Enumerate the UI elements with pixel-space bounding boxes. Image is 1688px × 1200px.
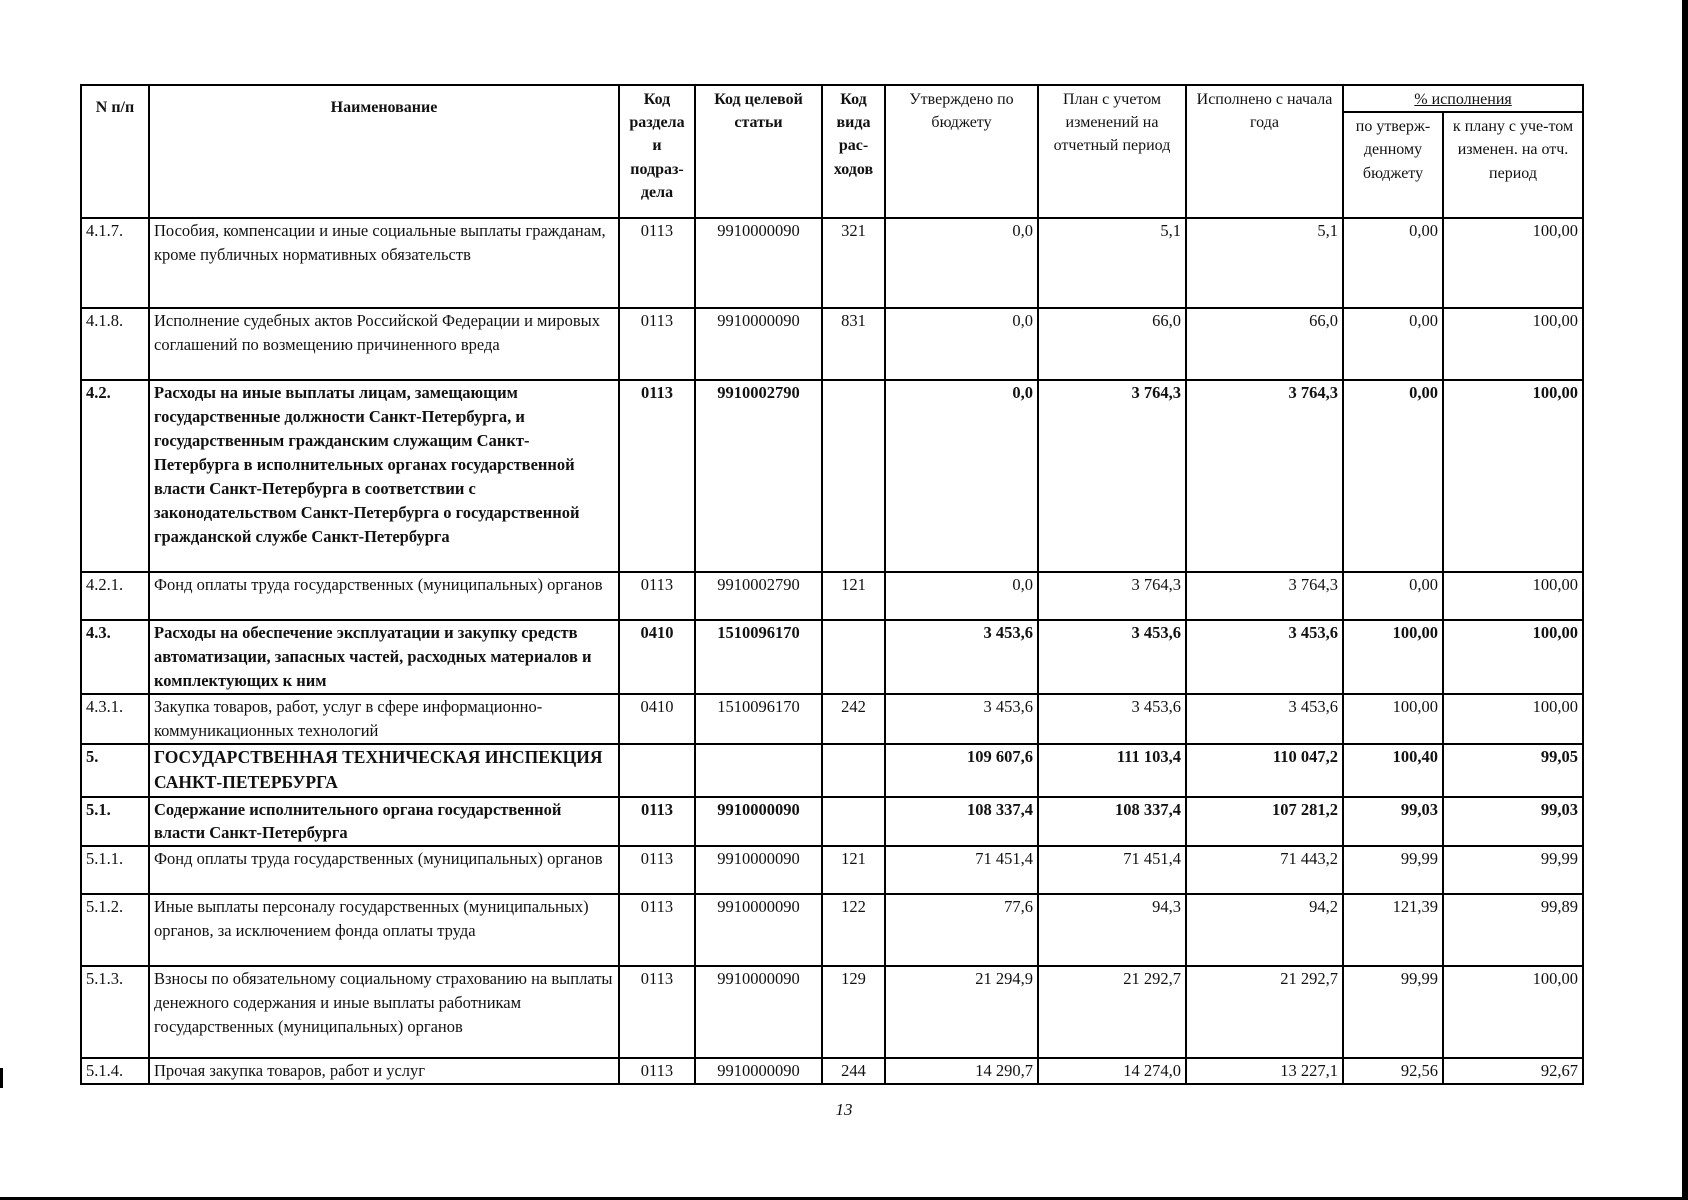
row-utv: 0,0 xyxy=(885,308,1038,380)
row-razdel: 0113 xyxy=(619,894,695,966)
table-row xyxy=(81,308,1583,380)
row-name: Исполнение судебных актов Российской Федерации и мировых соглашений по возмещению причиненного вреда xyxy=(149,308,619,380)
row-utv: 108 337,4 xyxy=(885,797,1038,847)
row-isp: 110 047,2 xyxy=(1186,744,1343,797)
row-statia: 9910000090 xyxy=(695,894,822,966)
row-pct-budget: 0,00 xyxy=(1343,572,1443,620)
row-razdel: 0113 xyxy=(619,966,695,1058)
row-plan: 3 764,3 xyxy=(1038,572,1186,620)
row-isp: 71 443,2 xyxy=(1186,846,1343,894)
row-name: Содержание исполнительного органа государственной власти Санкт-Петербурга xyxy=(149,797,619,847)
table-row xyxy=(81,966,1583,1058)
row-plan: 21 292,7 xyxy=(1038,966,1186,1058)
row-utv: 14 290,7 xyxy=(885,1058,1038,1084)
row-plan: 66,0 xyxy=(1038,308,1186,380)
row-razdel: 0113 xyxy=(619,797,695,847)
row-pct-budget: 0,00 xyxy=(1343,308,1443,380)
row-vid: 121 xyxy=(822,572,885,620)
row-plan: 5,1 xyxy=(1038,218,1186,308)
header-vid: Код вида рас-ходов xyxy=(822,85,885,218)
row-statia: 9910002790 xyxy=(695,572,822,620)
row-num: 5.1.4. xyxy=(81,1058,149,1084)
row-pct-budget: 92,56 xyxy=(1343,1058,1443,1084)
row-statia: 9910002790 xyxy=(695,380,822,572)
row-plan: 108 337,4 xyxy=(1038,797,1186,847)
row-num: 4.1.7. xyxy=(81,218,149,308)
row-plan: 111 103,4 xyxy=(1038,744,1186,797)
row-plan: 3 453,6 xyxy=(1038,694,1186,744)
row-pct-budget: 100,00 xyxy=(1343,620,1443,694)
row-razdel: 0113 xyxy=(619,380,695,572)
row-utv: 3 453,6 xyxy=(885,620,1038,694)
row-utv: 0,0 xyxy=(885,572,1038,620)
row-num: 4.2.1. xyxy=(81,572,149,620)
page-number: 13 xyxy=(835,1100,853,1119)
row-plan: 94,3 xyxy=(1038,894,1186,966)
row-plan: 3 453,6 xyxy=(1038,620,1186,694)
row-pct-plan: 92,67 xyxy=(1443,1058,1583,1084)
row-pct-plan: 99,03 xyxy=(1443,797,1583,847)
header-razdel: Код раздела и подраз-дела xyxy=(619,85,695,218)
row-name: Взносы по обязательному социальному страхованию на выплаты денежного содержания и иные выплаты работникам государственных (муниципальных) органов xyxy=(149,966,619,1058)
header-num: N п/п xyxy=(81,85,149,218)
row-isp: 13 227,1 xyxy=(1186,1058,1343,1084)
row-isp: 94,2 xyxy=(1186,894,1343,966)
row-pct-plan: 100,00 xyxy=(1443,572,1583,620)
table-row xyxy=(81,620,1583,694)
row-razdel: 0410 xyxy=(619,620,695,694)
row-num: 5.1.1. xyxy=(81,846,149,894)
row-isp: 21 292,7 xyxy=(1186,966,1343,1058)
row-statia: 1510096170 xyxy=(695,620,822,694)
row-statia: 9910000090 xyxy=(695,218,822,308)
budget-execution-table xyxy=(80,84,1584,1085)
row-pct-budget: 99,99 xyxy=(1343,846,1443,894)
row-num: 4.3.1. xyxy=(81,694,149,744)
table-row xyxy=(81,894,1583,966)
row-pct-plan: 99,89 xyxy=(1443,894,1583,966)
row-isp: 3 764,3 xyxy=(1186,380,1343,572)
row-utv: 109 607,6 xyxy=(885,744,1038,797)
row-pct-plan: 100,00 xyxy=(1443,620,1583,694)
row-num: 5. xyxy=(81,744,149,797)
row-vid: 242 xyxy=(822,694,885,744)
row-razdel: 0113 xyxy=(619,1058,695,1084)
row-isp: 3 764,3 xyxy=(1186,572,1343,620)
row-vid: 321 xyxy=(822,218,885,308)
row-pct-plan: 100,00 xyxy=(1443,308,1583,380)
row-statia: 9910000090 xyxy=(695,966,822,1058)
row-vid: 831 xyxy=(822,308,885,380)
row-razdel: 0113 xyxy=(619,572,695,620)
row-pct-budget: 0,00 xyxy=(1343,380,1443,572)
row-name: Прочая закупка товаров, работ и услуг xyxy=(149,1058,619,1084)
row-isp: 3 453,6 xyxy=(1186,694,1343,744)
header-pct-plan: к плану с уче-том изменен. на отч. период xyxy=(1443,112,1583,218)
row-isp: 66,0 xyxy=(1186,308,1343,380)
row-name: Иные выплаты персоналу государственных (муниципальных) органов, за исключением фонда оплаты труда xyxy=(149,894,619,966)
header-pct-budget: по утверж-денному бюджету xyxy=(1343,112,1443,218)
table-row xyxy=(81,744,1583,797)
row-num: 4.2. xyxy=(81,380,149,572)
row-razdel: 0410 xyxy=(619,694,695,744)
row-name: ГОСУДАРСТВЕННАЯ ТЕХНИЧЕСКАЯ ИНСПЕКЦИЯ САНКТ-ПЕТЕРБУРГА xyxy=(149,744,619,797)
row-utv: 3 453,6 xyxy=(885,694,1038,744)
row-pct-plan: 99,99 xyxy=(1443,846,1583,894)
header-name: Наименование xyxy=(149,85,619,218)
row-pct-budget: 121,39 xyxy=(1343,894,1443,966)
row-razdel: 0113 xyxy=(619,846,695,894)
header-statia: Код целевой статьи xyxy=(695,85,822,218)
row-utv: 77,6 xyxy=(885,894,1038,966)
row-pct-plan: 100,00 xyxy=(1443,218,1583,308)
row-num: 5.1.2. xyxy=(81,894,149,966)
row-isp: 5,1 xyxy=(1186,218,1343,308)
row-vid xyxy=(822,744,885,797)
scan-edge-right xyxy=(1682,0,1688,1200)
row-num: 4.1.8. xyxy=(81,308,149,380)
table-row xyxy=(81,694,1583,744)
row-utv: 0,0 xyxy=(885,380,1038,572)
row-name: Закупка товаров, работ, услуг в сфере информационно-коммуникационных технологий xyxy=(149,694,619,744)
row-vid xyxy=(822,620,885,694)
row-isp: 107 281,2 xyxy=(1186,797,1343,847)
table-row xyxy=(81,1058,1583,1084)
row-vid: 121 xyxy=(822,846,885,894)
row-name: Фонд оплаты труда государственных (муниципальных) органов xyxy=(149,572,619,620)
scan-edge-mark xyxy=(0,1068,3,1088)
row-vid xyxy=(822,797,885,847)
row-vid xyxy=(822,380,885,572)
row-vid: 129 xyxy=(822,966,885,1058)
row-razdel: 0113 xyxy=(619,218,695,308)
row-statia: 9910000090 xyxy=(695,1058,822,1084)
row-num: 4.3. xyxy=(81,620,149,694)
row-pct-budget: 100,00 xyxy=(1343,694,1443,744)
row-name: Фонд оплаты труда государственных (муниципальных) органов xyxy=(149,846,619,894)
row-num: 5.1.3. xyxy=(81,966,149,1058)
table-row xyxy=(81,218,1583,308)
row-statia: 1510096170 xyxy=(695,694,822,744)
table-row xyxy=(81,572,1583,620)
table-row xyxy=(81,846,1583,894)
row-vid: 244 xyxy=(822,1058,885,1084)
row-utv: 0,0 xyxy=(885,218,1038,308)
row-statia: 9910000090 xyxy=(695,797,822,847)
row-plan: 14 274,0 xyxy=(1038,1058,1186,1084)
table-row xyxy=(81,380,1583,572)
row-pct-plan: 100,00 xyxy=(1443,694,1583,744)
row-pct-budget: 99,99 xyxy=(1343,966,1443,1058)
row-num: 5.1. xyxy=(81,797,149,847)
row-pct-budget: 99,03 xyxy=(1343,797,1443,847)
row-vid: 122 xyxy=(822,894,885,966)
row-statia xyxy=(695,744,822,797)
row-plan: 71 451,4 xyxy=(1038,846,1186,894)
row-pct-budget: 0,00 xyxy=(1343,218,1443,308)
row-utv: 71 451,4 xyxy=(885,846,1038,894)
row-pct-plan: 100,00 xyxy=(1443,380,1583,572)
row-statia: 9910000090 xyxy=(695,308,822,380)
row-pct-plan: 100,00 xyxy=(1443,966,1583,1058)
row-pct-plan: 99,05 xyxy=(1443,744,1583,797)
row-name: Пособия, компенсации и иные социальные выплаты гражданам, кроме публичных нормативных обязательств xyxy=(149,218,619,308)
header-utv: Утверждено по бюджету xyxy=(885,85,1038,218)
row-razdel: 0113 xyxy=(619,308,695,380)
header-pct: % исполнения xyxy=(1343,85,1583,112)
row-plan: 3 764,3 xyxy=(1038,380,1186,572)
row-name: Расходы на обеспечение эксплуатации и закупку средств автоматизации, запасных частей, расходных материалов и комплектующих к ним xyxy=(149,620,619,694)
row-name: Расходы на иные выплаты лицам, замещающим государственные должности Санкт-Петербурга, и государственным гражданским служащим Санкт-Петербурга в исполнительных органах государственной власти Санкт-Петербурга в соответствии с законодательством Санкт-Петербурга о государственной гражданской службе Санкт-Петербурга xyxy=(149,380,619,572)
row-utv: 21 294,9 xyxy=(885,966,1038,1058)
table-row xyxy=(81,797,1583,847)
row-razdel xyxy=(619,744,695,797)
row-statia: 9910000090 xyxy=(695,846,822,894)
row-isp: 3 453,6 xyxy=(1186,620,1343,694)
header-plan: План с учетом изменений на отчетный период xyxy=(1038,85,1186,218)
header-isp: Исполнено с начала года xyxy=(1186,85,1343,218)
row-pct-budget: 100,40 xyxy=(1343,744,1443,797)
